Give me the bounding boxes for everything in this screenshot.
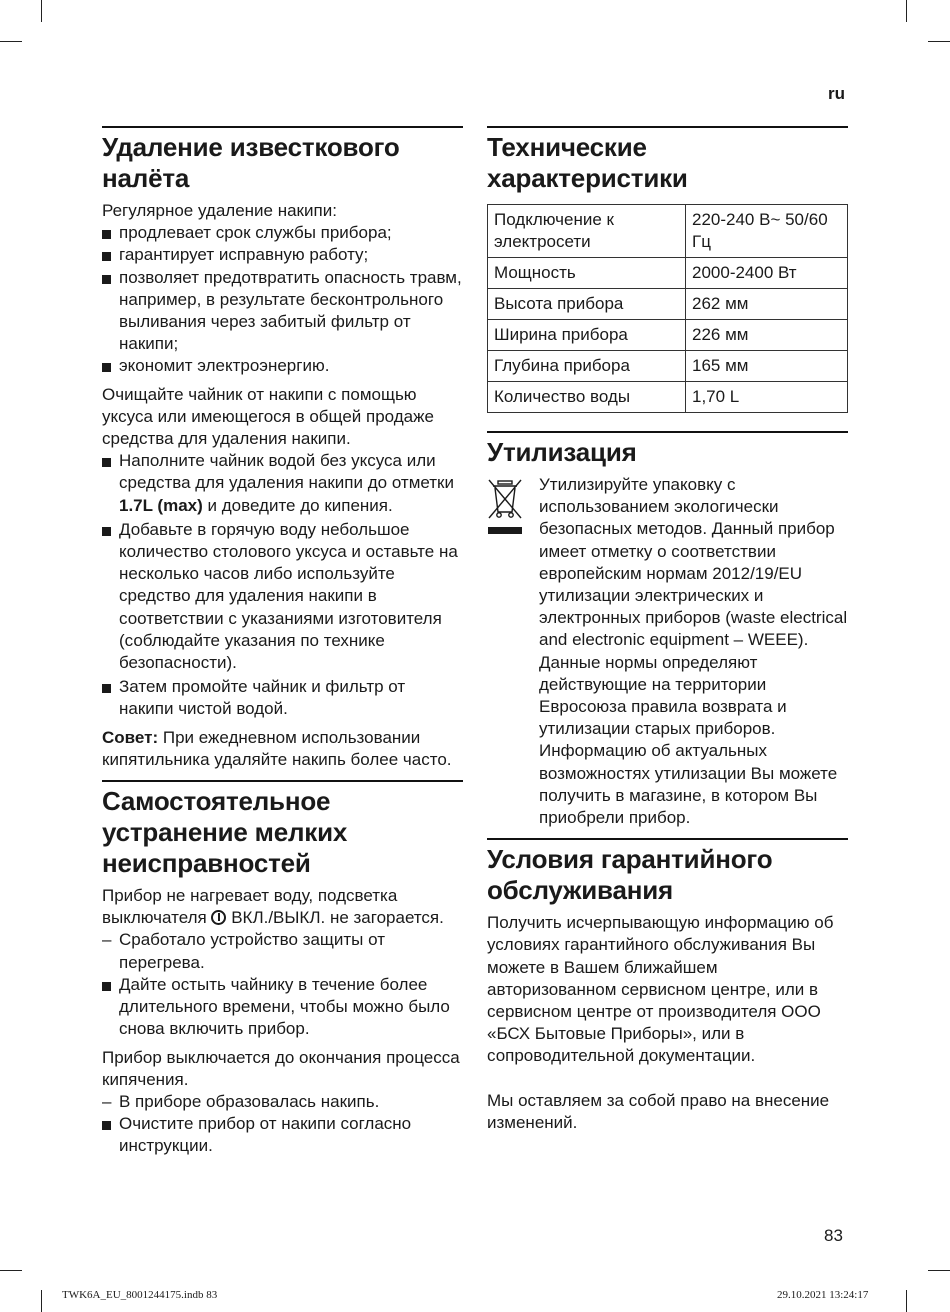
problem-1 <box>102 885 463 929</box>
descale-steps-list <box>102 450 463 720</box>
section-disposal <box>487 431 848 829</box>
list-item: Добавьте в горячую воду небольшое количество столового уксуса и оставьте на несколько часов либо используйте средство для удаления накипи в соответствии с указаниями изготовителя (соблюдайте указания по технике безопасности). <box>102 519 463 674</box>
section-title-specs: Технические характеристики <box>487 132 688 193</box>
disposal-text: Утилизируйте упаковку с использованием экологически безопасных методов. Данный прибор имеет отметку о соответствии европейским нормам 2012/19/EU утилизации электрических и электронных приборов (waste electrical and electronic equipment – WEEE). Данные нормы определяют действующие на территории Евросоюза правила возврата и утилизации старых приборов. Информацию об актуальных возможностях утилизации Вы можете получить в магазине, в котором Вы приобрели прибор. <box>539 475 848 828</box>
list-item: гарантирует исправную работу; <box>102 244 463 266</box>
descale-clean-intro: Очищайте чайник от накипи с помощью уксуса или имеющегося в общей продаже средства для удаления накипи. <box>102 384 434 449</box>
language-code: ru <box>828 84 845 103</box>
cause-item: – Сработало устройство защиты от перегрева. <box>102 929 463 973</box>
list-item: экономит электроэнергию. <box>102 355 463 377</box>
step-text: Наполните чайник водой без уксуса или средства для удаления накипи до отметки <box>119 451 454 493</box>
problem-text: Прибор не нагревает воду, подсветка выключателя <box>102 886 398 928</box>
spec-value: 226 мм <box>686 320 848 351</box>
cause-item: – В приборе образовалась накипь. <box>102 1091 463 1113</box>
crop-mark <box>0 1270 22 1271</box>
left-column <box>102 126 463 1158</box>
section-title-descale: Удаление известкового налёта <box>102 132 400 193</box>
spec-key: Высота прибора <box>488 289 686 320</box>
problem-1-list <box>102 929 463 1040</box>
crop-mark <box>41 0 42 22</box>
tip-text: При ежедневном использовании кипятильника удаляйте накипь более часто. <box>102 727 452 769</box>
table-row <box>488 289 848 320</box>
section-title-warranty: Условия гарантийного обслуживания <box>487 844 773 906</box>
step-text: и доведите до кипения. <box>207 495 393 515</box>
list-item: позволяет предотвратить опасность травм, например, в результате бесконтрольного выливания через забитый фильтр от накипи; <box>102 267 463 356</box>
section-title-troubleshoot: Самостоятельное устранение мелких неисправностей <box>102 786 348 879</box>
fix-item: Очистите прибор от накипи согласно инструкции. <box>102 1113 463 1157</box>
fix-item: Дайте остыть чайнику в течение более длительного времени, чтобы можно было снова включить прибор. <box>102 974 463 1041</box>
table-row <box>488 382 848 413</box>
list-item: Затем промойте чайник и фильтр от накипи чистой водой. <box>102 676 463 720</box>
crop-mark <box>928 41 950 42</box>
specs-table <box>487 204 848 413</box>
spec-key: Мощность <box>488 258 686 289</box>
problem-2-list <box>102 1091 463 1158</box>
warranty-text: Получить исчерпывающую информацию об условиях гарантийного обслуживания Вы можете в Вашем ближайшем авторизованном сервисном центре, или в сервисном центре от производителя ООО «БСХ Бытовые Приборы», или в сопроводительной документации. <box>487 913 834 1066</box>
footer-file-name: TWK6A_EU_8001244175.indb 83 <box>62 1289 218 1301</box>
tip-label: Совет: <box>102 727 159 747</box>
disposal-block <box>487 474 848 829</box>
right-column <box>487 126 848 1134</box>
problem-2: Прибор выключается до окончания процесса кипячения. <box>102 1047 460 1089</box>
spec-value: 262 мм <box>686 289 848 320</box>
crop-mark <box>906 1290 907 1312</box>
list-item <box>102 450 463 517</box>
page-number: 83 <box>824 1226 843 1245</box>
spec-value: 165 мм <box>686 351 848 382</box>
table-row <box>488 205 848 258</box>
spec-key: Подключение к электросети <box>488 205 686 258</box>
crop-mark <box>41 1290 42 1312</box>
warranty-note: Мы оставляем за собой право на внесение изменений. <box>487 1090 830 1132</box>
spec-value: 2000-2400 Вт <box>686 258 848 289</box>
spec-key: Глубина прибора <box>488 351 686 382</box>
power-icon <box>211 910 226 925</box>
section-title-disposal: Утилизация <box>487 437 637 467</box>
problem-text: ВКЛ./ВЫКЛ. не загорается. <box>231 908 444 928</box>
list-item: продлевает срок службы прибора; <box>102 222 463 244</box>
crop-mark <box>0 41 22 42</box>
descale-benefits-list <box>102 222 463 377</box>
crop-mark <box>906 0 907 22</box>
section-descale <box>102 126 463 771</box>
table-row <box>488 258 848 289</box>
tip-paragraph <box>102 727 463 771</box>
footer-timestamp: 29.10.2021 13:24:17 <box>777 1289 869 1301</box>
section-troubleshoot <box>102 780 463 1157</box>
descale-intro: Регулярное удаление накипи: <box>102 201 337 220</box>
max-mark: 1.7L (max) <box>119 495 203 515</box>
spec-value: 220-240 В~ 50/60 Гц <box>686 205 848 258</box>
spec-key: Количество воды <box>488 382 686 413</box>
section-warranty <box>487 838 848 1134</box>
table-row <box>488 320 848 351</box>
crop-mark <box>928 1270 950 1271</box>
spec-key: Ширина прибора <box>488 320 686 351</box>
section-specs <box>487 126 848 413</box>
weee-crossed-bin-icon <box>487 478 523 536</box>
spec-value: 1,70 L <box>686 382 848 413</box>
table-row <box>488 351 848 382</box>
